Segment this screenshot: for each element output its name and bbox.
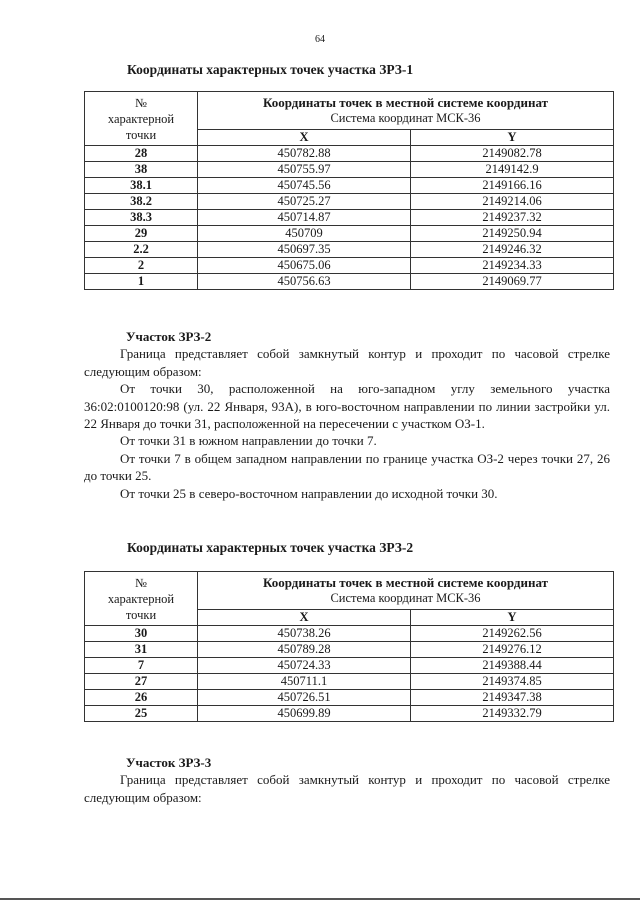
x-coordinate-cell: 450745.56 [198, 178, 411, 194]
x-coordinate-cell: 450714.87 [198, 210, 411, 226]
x-coordinate-cell: 450726.51 [198, 690, 411, 706]
y-coordinate-cell: 2149237.32 [411, 210, 614, 226]
page-number: 64 [315, 34, 325, 45]
coordinates-table-zrz-1 [84, 91, 614, 290]
paragraph: От точки 7 в общем западном направлении по границе участка ОЗ-2 через точки 27, 26 до точки 25. [84, 450, 610, 484]
y-coordinate-cell: 2149374.85 [411, 674, 614, 690]
table-2-body [85, 626, 614, 722]
table-2-title: Координаты характерных точек участка ЗРЗ-2 [127, 540, 414, 555]
y-coordinate-cell: 2149388.44 [411, 658, 614, 674]
table-row [85, 162, 614, 178]
table-row [85, 690, 614, 706]
y-coordinate-cell: 2149142.9 [411, 162, 614, 178]
coordinates-table-zrz-2 [84, 571, 614, 722]
y-coordinate-cell: 2149262.56 [411, 626, 614, 642]
table-row [85, 258, 614, 274]
section-zrz-2-text [84, 328, 610, 502]
x-coordinate-cell: 450699.89 [198, 706, 411, 722]
point-number-cell: 38.2 [85, 194, 198, 210]
point-number-cell: 26 [85, 690, 198, 706]
point-number-cell: 38.3 [85, 210, 198, 226]
point-number-cell: 31 [85, 642, 198, 658]
paragraph: Граница представляет собой замкнутый контур и проходит по часовой стрелке следующим образом: [84, 346, 610, 379]
y-coordinate-cell: 2149347.38 [411, 690, 614, 706]
x-coordinate-cell: 450789.28 [198, 642, 411, 658]
table-row [85, 242, 614, 258]
y-coordinate-cell: 2149276.12 [411, 642, 614, 658]
y-coordinate-cell: 2149082.78 [411, 146, 614, 162]
x-coordinate-cell: 450724.33 [198, 658, 411, 674]
table-row [85, 274, 614, 290]
x-coordinate-cell: 450756.63 [198, 274, 411, 290]
table-row [85, 194, 614, 210]
x-column-header: X [198, 130, 411, 146]
x-coordinate-cell: 450738.26 [198, 626, 411, 642]
point-number-cell: 38.1 [85, 178, 198, 194]
paragraph: От точки 31 в южном направлении до точки 7. [120, 433, 377, 449]
x-column-header: X [198, 610, 411, 626]
paragraph: Граница представляет собой замкнутый контур и проходит по часовой стрелке следующим образом: [84, 772, 610, 805]
y-coordinate-cell: 2149332.79 [411, 706, 614, 722]
point-number-cell: 1 [85, 274, 198, 290]
x-coordinate-cell: 450697.35 [198, 242, 411, 258]
table-row [85, 626, 614, 642]
x-coordinate-cell: 450675.06 [198, 258, 411, 274]
y-coordinate-cell: 2149214.06 [411, 194, 614, 210]
point-number-cell: 7 [85, 658, 198, 674]
point-number-cell: 27 [85, 674, 198, 690]
y-coordinate-cell: 2149250.94 [411, 226, 614, 242]
subsection-title-zrz-2: Участок ЗРЗ-2 [126, 329, 212, 344]
point-number-cell: 29 [85, 226, 198, 242]
table-row [85, 658, 614, 674]
table-1-body [85, 146, 614, 290]
point-number-cell: 30 [85, 626, 198, 642]
x-coordinate-cell: 450711.1 [198, 674, 411, 690]
paragraph: От точки 30, расположенной на юго-западном углу земельного участка 36:02:0100120:98 (ул. 22 Января, 93А), в юго-восточном направлении по линии застройки ул. 22 Января до точки 31, расположенной на пересечении с участком ОЗ-1. [84, 381, 610, 432]
coordinates-header: Координаты точек в местной системе координат Система координат МСК-36 [198, 572, 614, 610]
y-coordinate-cell: 2149246.32 [411, 242, 614, 258]
y-coordinate-cell: 2149234.33 [411, 258, 614, 274]
point-number-cell: 28 [85, 146, 198, 162]
y-coordinate-cell: 2149166.16 [411, 178, 614, 194]
point-number-header: № характерной точки [85, 92, 198, 146]
table-row [85, 210, 614, 226]
table-row [85, 226, 614, 242]
y-column-header: Y [411, 130, 614, 146]
table-row [85, 146, 614, 162]
y-column-header: Y [411, 610, 614, 626]
table-row [85, 674, 614, 690]
coordinates-header: Координаты точек в местной системе координат Система координат МСК-36 [198, 92, 614, 130]
table-1-title: Координаты характерных точек участка ЗРЗ-1 [127, 62, 414, 77]
x-coordinate-cell: 450709 [198, 226, 411, 242]
table-row [85, 642, 614, 658]
x-coordinate-cell: 450725.27 [198, 194, 411, 210]
x-coordinate-cell: 450755.97 [198, 162, 411, 178]
subsection-title-zrz-3: Участок ЗРЗ-3 [126, 755, 212, 770]
table-row [85, 706, 614, 722]
section-zrz-3-text [84, 754, 610, 806]
y-coordinate-cell: 2149069.77 [411, 274, 614, 290]
point-number-cell: 38 [85, 162, 198, 178]
x-coordinate-cell: 450782.88 [198, 146, 411, 162]
scan-edge-line [0, 898, 640, 900]
point-number-cell: 2.2 [85, 242, 198, 258]
point-number-cell: 25 [85, 706, 198, 722]
point-number-cell: 2 [85, 258, 198, 274]
table-row [85, 178, 614, 194]
point-number-header: № характерной точки [85, 572, 198, 626]
paragraph: От точки 25 в северо-восточном направлении до исходной точки 30. [120, 485, 498, 501]
